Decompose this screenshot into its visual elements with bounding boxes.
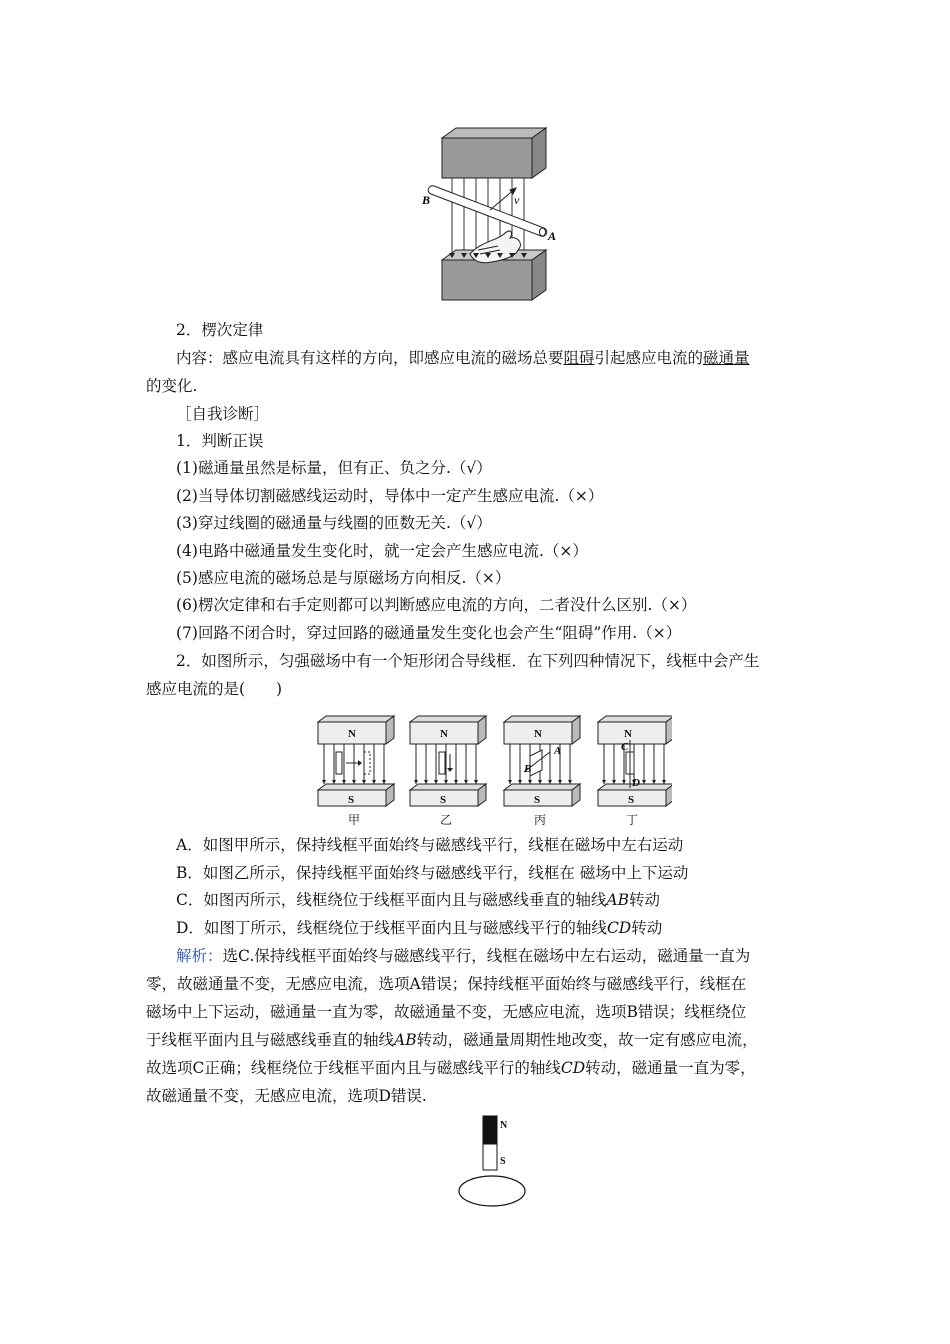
- magnet-pole-s: S: [500, 1156, 506, 1167]
- axis-label-d: D: [632, 777, 640, 789]
- judgement-item: (6)楞次定律和右手定则都可以判断感应电流的方向，二者没什么区别.（×）: [176, 596, 697, 614]
- pole-s: S: [534, 794, 541, 806]
- caption-bing: 丙: [534, 813, 547, 827]
- pole-s: S: [628, 794, 635, 806]
- section-content-line1: [176, 348, 750, 368]
- analysis-line2: 零，故磁通量不变，无感应电流，选项A错误；保持线框平面始终与磁感线平行，线框在: [146, 975, 747, 993]
- analysis-line1: 解析：选C.保持线框平面始终与磁感线平行，线框在磁场中左右运动，磁通量一直为: [176, 947, 751, 965]
- self-check-heading: ［自我诊断］: [176, 405, 270, 423]
- section-title: 2．楞次定律: [176, 321, 264, 339]
- caption-jia: 甲: [348, 813, 361, 827]
- analysis-line3: 磁场中上下运动，磁通量一直为零，故磁通量不变，无感应电流，选项B错误；线框绕位: [146, 1003, 747, 1021]
- magnet-pole-n: N: [500, 1120, 508, 1131]
- option-c: C．如图丙所示，线框绕位于线框平面内且与磁感线垂直的轴线AB转动: [176, 891, 660, 909]
- judgement-item: (2)当导体切割磁感线运动时，导体中一定产生感应电流.（×）: [176, 487, 604, 505]
- judgement-item: (7)回路不闭合时，穿过回路的磁通量发生变化也会产生“阻碍”作用.（×）: [176, 624, 682, 642]
- label-v: v: [514, 193, 520, 207]
- caption-yi: 乙: [440, 813, 453, 827]
- axis-label-c: C: [621, 741, 629, 753]
- keyword-flux: 磁通量: [703, 349, 750, 367]
- axis-label-b: B: [524, 763, 532, 775]
- option-d: D．如图丁所示，线框绕位于线框平面内且与磁感线平行的轴线CD转动: [176, 919, 663, 937]
- option-a: A．如图甲所示，保持线框平面始终与磁感线平行，线框在磁场中左右运动: [176, 836, 684, 854]
- axis-label-a: A: [554, 745, 562, 757]
- judgement-item: (5)感应电流的磁场总是与原磁场方向相反.（×）: [176, 569, 511, 587]
- content-mid: 引起感应电流的: [594, 349, 704, 367]
- q2-line2: 感应电流的是( ): [146, 680, 283, 698]
- section-content-line2: 的变化.: [146, 377, 198, 395]
- judgement-item: (3)穿过线圈的磁通量与线圈的匝数无关.（√）: [176, 514, 492, 532]
- option-b: B．如图乙所示，保持线框平面始终与磁感线平行，线框在 磁场中上下运动: [176, 864, 689, 882]
- caption-ding: 丁: [626, 813, 639, 827]
- label-a: A: [548, 229, 557, 243]
- pole-n: N: [440, 728, 448, 740]
- pole-s: S: [348, 794, 355, 806]
- analysis-line4: 于线框平面内且与磁感线垂直的轴线AB转动，磁通量周期性地改变，故一定有感应电流，: [146, 1031, 758, 1049]
- four-cases-figure: [310, 712, 672, 828]
- label-b: B: [422, 193, 431, 207]
- analysis-label: 解析：: [176, 947, 223, 965]
- pole-s: S: [440, 794, 447, 806]
- bar-magnet-coil-figure: [454, 1112, 534, 1212]
- q1-title: 1．判断正误: [176, 432, 264, 450]
- pole-n: N: [534, 728, 542, 740]
- q2-line1: 2．如图所示，匀强磁场中有一个矩形闭合导线框．在下列四种情况下，线框中会产生: [176, 652, 760, 670]
- content-prefix: 内容：感应电流具有这样的方向，即感应电流的磁场总要: [176, 349, 564, 367]
- analysis-line6: 故磁通量不变，无感应电流，选项D错误.: [146, 1087, 427, 1105]
- judgement-item: (1)磁通量虽然是标量，但有正、负之分.（√）: [176, 459, 492, 477]
- right-hand-rule-figure: [420, 124, 560, 316]
- pole-n: N: [348, 728, 356, 740]
- analysis-line5: 故选项C正确；线框绕位于线框平面内且与磁感线平行的轴线CD转动，磁通量一直为零，: [146, 1059, 756, 1077]
- keyword-impede: 阻碍: [563, 349, 595, 367]
- judgement-item: (4)电路中磁通量发生变化时，就一定会产生感应电流.（×）: [176, 542, 588, 560]
- pole-n: N: [624, 728, 632, 740]
